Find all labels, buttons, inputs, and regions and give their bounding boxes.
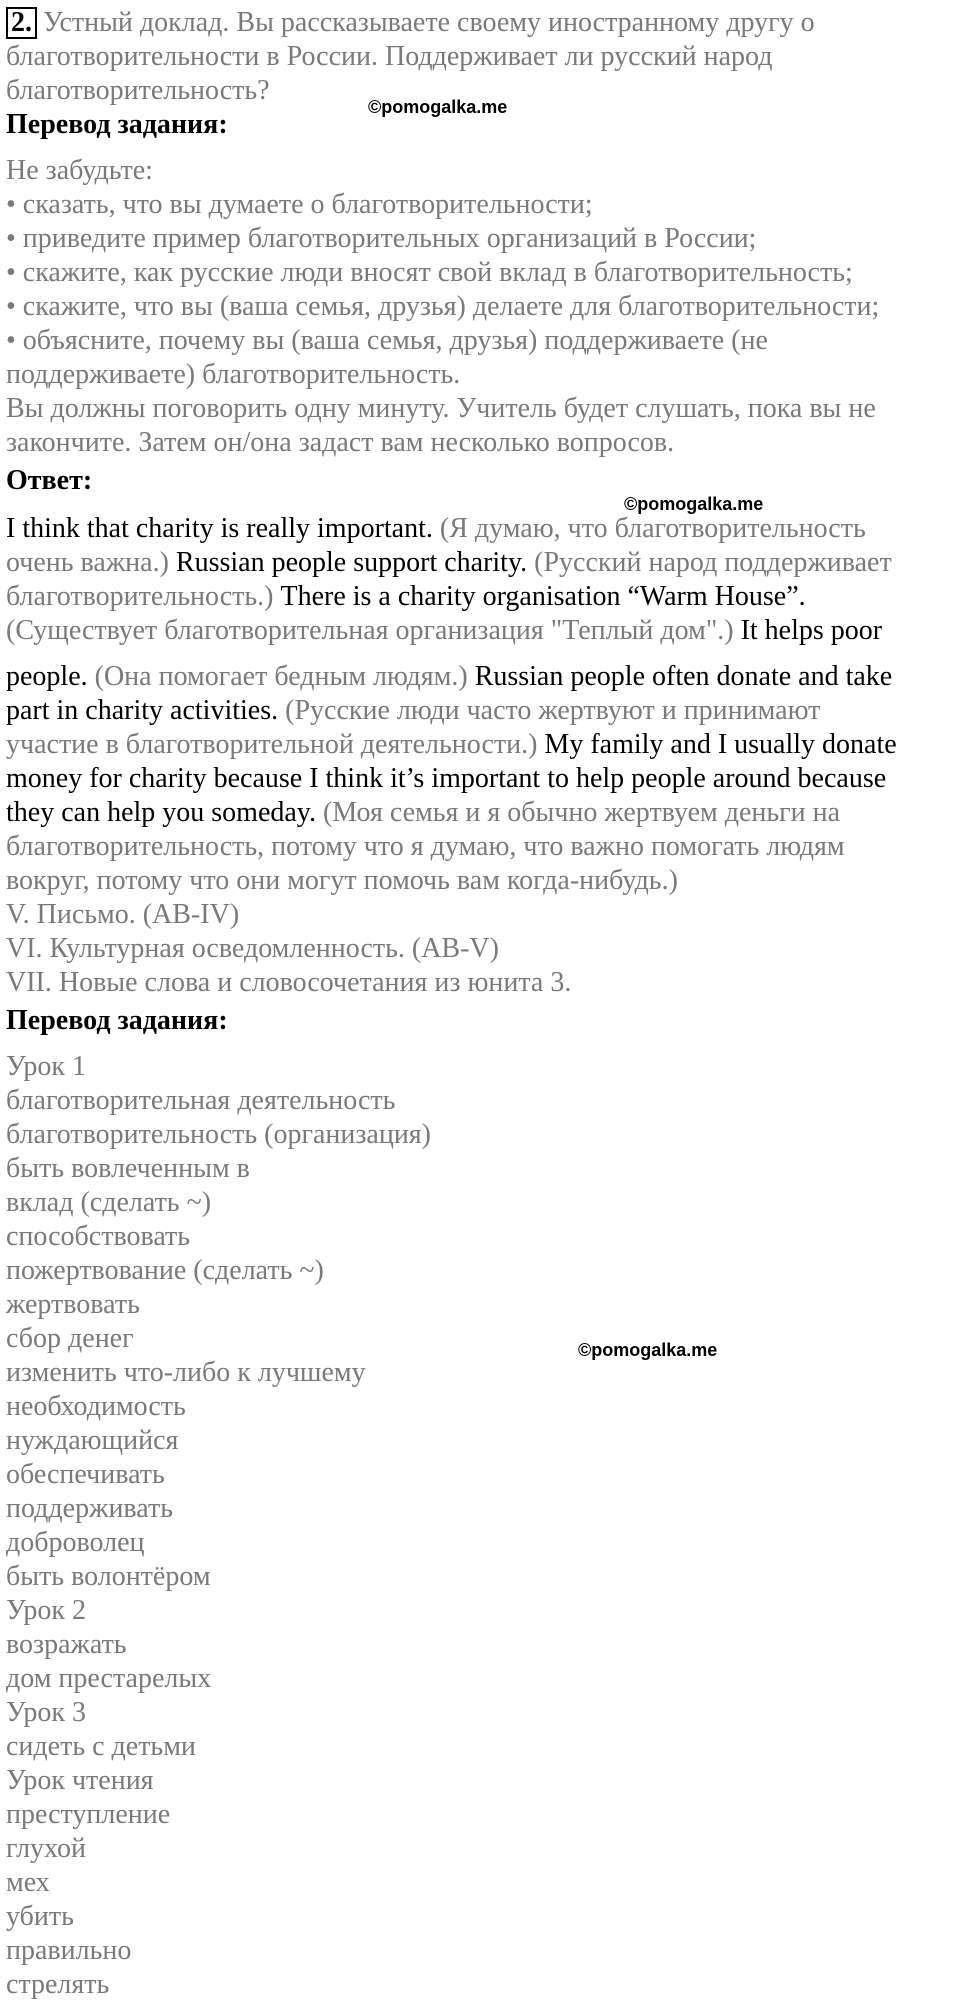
instruction-line: • приведите пример благотворительных организаций в России; — [6, 223, 757, 254]
vocab-item: нуждающийся — [6, 1425, 179, 1456]
vocab-item: мех — [6, 1867, 50, 1898]
instruction-line: поддерживаете) благотворительность. — [6, 359, 461, 390]
vocab-item: убить — [6, 1901, 74, 1932]
task-line-3: благотворительность? — [6, 75, 270, 106]
answer-line: очень важна.) Russian people support charity. (Русский народ поддерживает — [6, 547, 892, 578]
instruction-line: Вы должны поговорить одну минуту. Учитель будет слушать, пока вы не — [6, 393, 876, 424]
task-number-box: 2. — [6, 7, 37, 39]
vocab-item: Урок 2 — [6, 1595, 86, 1626]
answer-line: благотворительность.) There is a charity organisation “Warm House”. — [6, 581, 806, 612]
vocab-item: сидеть с детьми — [6, 1731, 196, 1762]
answer-line: I think that charity is really important. (Я думаю, что благотворительность — [6, 513, 866, 544]
answer-line: вокруг, потому что они могут помочь вам когда-нибудь.) — [6, 865, 678, 896]
watermark: ©pomogalka.me — [368, 97, 508, 117]
vocab-item: изменить что-либо к лучшему — [6, 1357, 366, 1388]
vocab-item: Урок 3 — [6, 1697, 86, 1728]
vocab-item: пожертвование (сделать ~) — [6, 1255, 324, 1286]
vocab-item: возражать — [6, 1629, 127, 1660]
vocab-item: Урок чтения — [6, 1765, 154, 1796]
instruction-line: Не забудьте: — [6, 155, 153, 186]
vocab-item: жертвовать — [6, 1289, 140, 1320]
answer-line: they can help you someday. (Моя семья и я обычно жертвуем деньги на — [6, 797, 841, 828]
answer-line: part in charity activities. (Русские люди часто жертвуют и принимают — [6, 695, 821, 726]
task-line-2: благотворительности в России. Поддерживает ли русский народ — [6, 41, 773, 72]
vocab-item: Урок 1 — [6, 1051, 86, 1082]
vocab-item: обеспечивать — [6, 1459, 165, 1490]
answer-line: people. (Она помогает бедным людям.) Russian people often donate and take — [6, 661, 893, 692]
instruction-line: • объясните, почему вы (ваша семья, друзья) поддерживаете (не — [6, 325, 768, 356]
translation-heading: Перевод задания: — [6, 109, 228, 140]
task-line-1: 2. Устный доклад. Вы рассказываете своему иностранному другу о — [6, 6, 815, 40]
vocab-item: быть волонтёром — [6, 1561, 211, 1592]
vocab-item: вклад (сделать ~) — [6, 1187, 212, 1218]
vocab-item: дом престарелых — [6, 1663, 212, 1694]
vocab-item: доброволец — [6, 1527, 145, 1558]
section-title: VI. Культурная осведомленность. (AB-V) — [6, 933, 499, 964]
vocab-item: способствовать — [6, 1221, 191, 1252]
vocab-item: преступление — [6, 1799, 171, 1830]
vocab-item: благотворительность (организация) — [6, 1119, 432, 1150]
instruction-line: • скажите, как русские люди вносят свой вклад в благотворительность; — [6, 257, 853, 288]
answer-heading: Ответ: — [6, 465, 93, 496]
answer-line: (Существует благотворительная организация "Теплый дом".) It helps poor — [6, 615, 883, 646]
vocab-item: глухой — [6, 1833, 86, 1864]
instruction-line: • скажите, что вы (ваша семья, друзья) делаете для благотворительности; — [6, 291, 880, 322]
watermark: ©pomogalka.me — [624, 494, 764, 514]
instruction-line: закончите. Затем он/она задаст вам несколько вопросов. — [6, 427, 675, 458]
vocab-item: необходимость — [6, 1391, 186, 1422]
translation-heading: Перевод задания: — [6, 1005, 228, 1036]
answer-line: money for charity because I think it’s important to help people around because — [6, 763, 887, 794]
section-title: V. Письмо. (AB-IV) — [6, 899, 240, 930]
vocab-item: благотворительная деятельность — [6, 1085, 396, 1116]
vocab-item: быть вовлеченным в — [6, 1153, 250, 1184]
vocab-item: правильно — [6, 1935, 132, 1966]
watermark: ©pomogalka.me — [578, 1340, 718, 1360]
answer-line: благотворительность, потому что я думаю, что важно помогать людям — [6, 831, 845, 862]
vocab-item: стрелять — [6, 1969, 110, 2000]
instruction-line: • сказать, что вы думаете о благотворительности; — [6, 189, 593, 220]
vocab-item: сбор денег — [6, 1323, 134, 1354]
answer-line: участие в благотворительной деятельности.) My family and I usually donate — [6, 729, 897, 760]
vocab-item: поддерживать — [6, 1493, 173, 1524]
section-title: VII. Новые слова и словосочетания из юнита 3. — [6, 967, 572, 998]
